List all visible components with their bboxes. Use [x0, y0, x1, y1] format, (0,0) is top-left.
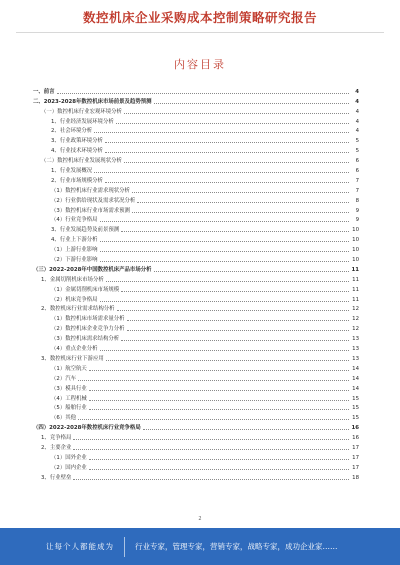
toc-leader-dots [127, 330, 349, 331]
toc-entry-page: 4 [355, 118, 359, 125]
toc-leader-dots [89, 459, 349, 460]
report-title: 数控机床企业采购成本控制策略研究报告 [82, 10, 317, 25]
toc-leader-dots [106, 360, 349, 361]
toc-entry-title: （三）2022-2028年中国数控机床产品市场分析 [33, 266, 152, 273]
toc-entry[interactable] [33, 392, 359, 402]
toc-entry[interactable] [33, 184, 359, 194]
toc-leader-dots [94, 132, 349, 133]
toc-entry-page: 8 [355, 197, 359, 204]
toc-entry-page: 15 [352, 405, 359, 412]
toc-entry-title: （一）数控机床行业宏观环境分析 [41, 108, 122, 115]
toc-entry-title: （4）工程机械 [51, 395, 87, 402]
toc-entry-title: （3）数控机床行业市场需求预测 [51, 207, 130, 214]
toc-entry[interactable] [33, 471, 359, 481]
toc-entry[interactable] [33, 431, 359, 441]
toc-leader-dots [105, 182, 349, 183]
toc-entry-page: 4 [355, 108, 359, 115]
toc-entry[interactable] [33, 134, 359, 144]
toc-entry-title: 1、金属切削机床市场分析 [41, 276, 104, 283]
toc-entry-page: 6 [355, 168, 359, 175]
toc-leader-dots [100, 241, 349, 242]
toc-entry[interactable] [33, 372, 359, 382]
toc-entry[interactable] [33, 164, 359, 174]
toc-entry-title: （2）数控机床企业竞争力分析 [51, 326, 125, 333]
toc-entry-page: 9 [355, 217, 359, 224]
table-of-contents [33, 85, 359, 481]
toc-entry-page: 15 [352, 395, 359, 402]
toc-entry-page: 14 [352, 385, 359, 392]
toc-entry-page: 10 [352, 237, 359, 244]
toc-leader-dots [105, 142, 349, 143]
toc-leader-dots [121, 340, 349, 341]
report-header [0, 0, 400, 34]
toc-leader-dots [132, 192, 349, 193]
toc-entry[interactable] [33, 283, 359, 293]
toc-entry-page: 9 [355, 207, 359, 214]
toc-entry-page: 13 [352, 355, 359, 362]
toc-entry[interactable] [33, 312, 359, 322]
toc-entry[interactable] [33, 382, 359, 392]
toc-entry-page: 14 [352, 365, 359, 372]
toc-leader-dots [89, 390, 349, 391]
toc-entry-page: 4 [355, 98, 359, 105]
toc-leader-dots [100, 261, 349, 262]
toc-entry[interactable] [33, 441, 359, 451]
toc-entry-title: （3）模具行业 [51, 385, 87, 392]
toc-entry-title: （2）汽车 [51, 375, 76, 382]
toc-entry-title: 二、2023-2028年数控机床市场前景及趋势预测 [33, 98, 152, 105]
toc-entry[interactable] [33, 293, 359, 303]
toc-entry[interactable] [33, 105, 359, 115]
toc-entry-title: （3）数控机床需求结构分析 [51, 336, 120, 343]
toc-entry-page: 15 [352, 415, 359, 422]
toc-entry-title: 3、行业政策环境分析 [51, 138, 103, 145]
toc-leader-dots [124, 113, 349, 114]
toc-entry[interactable] [33, 144, 359, 154]
toc-entry-page: 5 [355, 148, 359, 155]
toc-entry-page: 13 [352, 346, 359, 353]
toc-entry[interactable] [33, 411, 359, 421]
toc-entry-title: （四）2022-2028年数控机床行业竞争格局 [33, 425, 141, 432]
toc-leader-dots [89, 409, 349, 410]
toc-leader-dots [137, 202, 349, 203]
toc-leader-dots [100, 251, 349, 252]
toc-entry-title: 2、数控机床行业需求结构分析 [41, 306, 115, 313]
toc-entry[interactable] [33, 125, 359, 135]
toc-entry-title: 3、行业壁垒 [41, 474, 72, 481]
toc-entry-page: 16 [352, 435, 359, 442]
toc-leader-dots [57, 93, 349, 94]
toc-entry-page: 16 [351, 425, 359, 432]
header-divider [16, 32, 384, 33]
toc-entry[interactable] [33, 332, 359, 342]
toc-entry-title: 2、行业市场规模分析 [51, 177, 103, 184]
toc-entry[interactable] [33, 115, 359, 125]
toc-entry[interactable] [33, 253, 359, 263]
toc-entry[interactable] [33, 362, 359, 372]
toc-entry[interactable] [33, 243, 359, 253]
toc-entry-title: 2、社会环境分析 [51, 128, 93, 135]
toc-leader-dots [124, 162, 349, 163]
toc-entry-title: （1）航空航天 [51, 365, 87, 372]
toc-entry-title: 3、行业发展趋势及前景预测 [51, 227, 120, 234]
toc-entry-page: 17 [352, 464, 359, 471]
toc-entry[interactable] [33, 204, 359, 214]
toc-leader-dots [89, 370, 349, 371]
toc-leader-dots [94, 172, 349, 173]
toc-entry[interactable] [33, 214, 359, 224]
toc-entry[interactable] [33, 174, 359, 184]
footer-tagline: 行业专家，管理专家，营销专家，战略专家，成功企业家…… [135, 542, 338, 551]
toc-entry-title: （1）上游行业影响 [51, 247, 98, 254]
toc-entry-title: （1）金属切削机床市场规模 [51, 286, 120, 293]
toc-entry-title: （2）行业供给现状及需求状况分析 [51, 197, 136, 204]
toc-entry[interactable] [33, 85, 359, 95]
toc-entry-title: 4、行业技术环境分析 [51, 148, 103, 155]
toc-entry[interactable] [33, 154, 359, 164]
toc-entry-title: （2）机床竞争格局 [51, 296, 98, 303]
toc-entry-title: （5）船舶行业 [51, 405, 87, 412]
toc-leader-dots [73, 449, 349, 450]
toc-entry[interactable] [33, 461, 359, 471]
toc-entry[interactable] [33, 322, 359, 332]
toc-leader-dots [89, 469, 349, 470]
toc-entry-title: 1、竞争格局 [41, 435, 72, 442]
toc-entry-page: 11 [352, 286, 359, 293]
footer-banner [0, 528, 400, 565]
toc-entry-title: 2、主要企业 [41, 444, 72, 451]
toc-leader-dots [132, 212, 349, 213]
toc-entry-title: 4、行业上下游分析 [51, 237, 98, 244]
toc-leader-dots [121, 291, 349, 292]
toc-entry-page: 12 [352, 306, 359, 313]
toc-leader-dots [73, 439, 349, 440]
toc-entry[interactable] [33, 223, 359, 233]
toc-entry[interactable] [33, 451, 359, 461]
toc-entry-page: 10 [352, 227, 359, 234]
toc-entry-page: 7 [355, 177, 359, 184]
toc-entry-title: （4）行业竞争格局 [51, 217, 98, 224]
toc-entry[interactable] [33, 421, 359, 431]
toc-leader-dots [121, 231, 349, 232]
page-number: 2 [198, 516, 202, 522]
toc-entry-title: （1）数控机床市场需求量分析 [51, 316, 125, 323]
toc-entry-page: 4 [355, 128, 359, 135]
toc-entry[interactable] [33, 402, 359, 412]
toc-leader-dots [89, 400, 349, 401]
toc-entry-title: 1、行业经济发展环境分析 [51, 118, 114, 125]
toc-entry-title: （2）国内企业 [51, 464, 87, 471]
toc-entry-title: （4）重点企业分析 [51, 346, 98, 353]
toc-entry[interactable] [33, 263, 359, 273]
toc-entry-title: （2）下游行业影响 [51, 257, 98, 264]
toc-entry-page: 11 [352, 276, 359, 283]
toc-entry-page: 12 [352, 326, 359, 333]
footer-slogan: 让每个人都能成为 [46, 542, 114, 551]
toc-leader-dots [106, 281, 349, 282]
toc-leader-dots [117, 310, 349, 311]
toc-leader-dots [100, 301, 349, 302]
footer-divider [124, 537, 125, 557]
toc-entry-title: （1）数控机床行业需求现状分析 [51, 187, 130, 194]
toc-leader-dots [78, 380, 349, 381]
toc-entry-page: 10 [352, 257, 359, 264]
toc-leader-dots [73, 479, 349, 480]
toc-entry-page: 11 [351, 266, 359, 273]
toc-entry-page: 17 [352, 444, 359, 451]
toc-entry-title: 1、行业发展概况 [51, 168, 93, 175]
toc-entry-page: 4 [355, 88, 359, 95]
toc-entry-title: （1）国外企业 [51, 454, 87, 461]
toc-leader-dots [116, 123, 349, 124]
toc-entry-page: 12 [352, 316, 359, 323]
toc-leader-dots [105, 152, 349, 153]
toc-entry-page: 17 [352, 454, 359, 461]
toc-entry-page: 18 [352, 474, 359, 481]
toc-leader-dots [127, 320, 349, 321]
toc-entry[interactable] [33, 233, 359, 243]
toc-leader-dots [100, 221, 349, 222]
toc-entry[interactable] [33, 303, 359, 313]
toc-entry[interactable] [33, 95, 359, 105]
toc-entry[interactable] [33, 194, 359, 204]
toc-leader-dots [78, 419, 349, 420]
toc-entry-page: 5 [355, 138, 359, 145]
toc-entry-title: （6）其他 [51, 415, 76, 422]
toc-heading: 内容目录 [174, 58, 226, 71]
toc-entry-page: 7 [355, 187, 359, 194]
toc-entry-page: 6 [355, 158, 359, 165]
toc-entry-page: 13 [352, 336, 359, 343]
toc-leader-dots [154, 271, 350, 272]
toc-leader-dots [100, 350, 349, 351]
toc-entry-page: 11 [352, 296, 359, 303]
toc-entry[interactable] [33, 342, 359, 352]
toc-leader-dots [154, 103, 350, 104]
toc-leader-dots [143, 429, 349, 430]
toc-entry-page: 10 [352, 247, 359, 254]
toc-entry-title: 一、前言 [33, 88, 55, 95]
toc-entry-page: 14 [352, 375, 359, 382]
toc-entry[interactable] [33, 273, 359, 283]
toc-entry-title: （二）数控机床行业发展现状分析 [41, 158, 122, 165]
toc-entry-title: 3、数控机床行业下游应用 [41, 355, 104, 362]
toc-entry[interactable] [33, 352, 359, 362]
